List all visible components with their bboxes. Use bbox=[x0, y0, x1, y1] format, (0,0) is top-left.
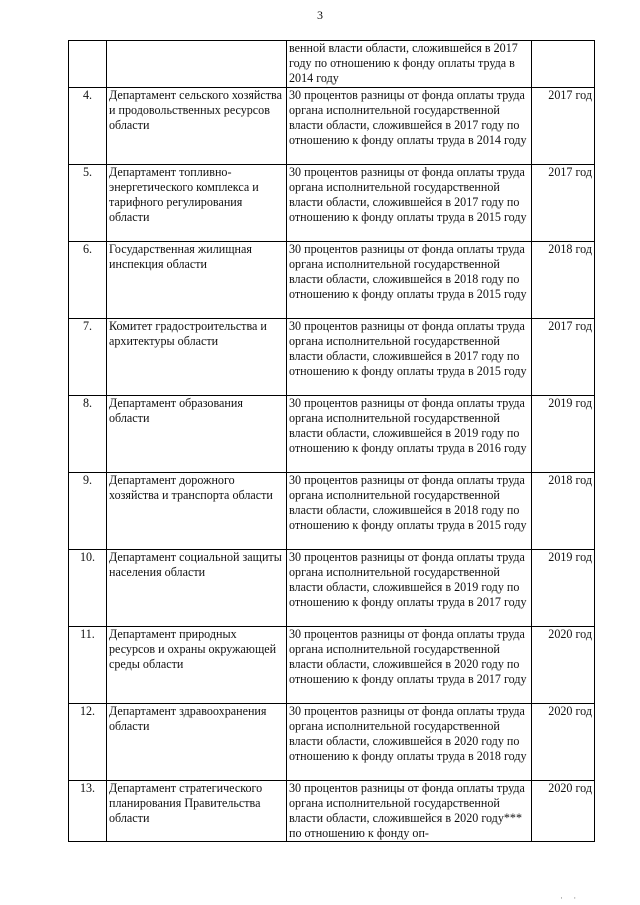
cell-year: 2019 год bbox=[532, 395, 595, 472]
cell-number: 9. bbox=[69, 472, 107, 549]
cell-number bbox=[69, 41, 107, 88]
cell-number: 12. bbox=[69, 703, 107, 780]
cell-department: Департамент социальной защиты населения области bbox=[107, 549, 287, 626]
cell-year: 2020 год bbox=[532, 703, 595, 780]
cell-year: 2018 год bbox=[532, 241, 595, 318]
cell-department: Государственная жилищная инспекция области bbox=[107, 241, 287, 318]
cell-number: 8. bbox=[69, 395, 107, 472]
cell-description: 30 процентов разницы от фонда оплаты труда органа исполнительной государственной власти области, сложившейся в 2019 году по отношению к фонду оплаты труда в 2016 году bbox=[287, 395, 532, 472]
cell-description: 30 процентов разницы от фонда оплаты труда органа исполнительной государственной власти области, сложившейся в 2017 году по отношению к фонду оплаты труда в 2015 году bbox=[287, 318, 532, 395]
cell-number: 11. bbox=[69, 626, 107, 703]
cell-department: Департамент природных ресурсов и охраны окружающей среды области bbox=[107, 626, 287, 703]
table-row bbox=[69, 164, 595, 241]
table-row bbox=[69, 626, 595, 703]
cell-department: Департамент стратегического планирования Правительства области bbox=[107, 780, 287, 842]
cell-number: 13. bbox=[69, 780, 107, 842]
cell-number: 7. bbox=[69, 318, 107, 395]
cell-year: 2018 год bbox=[532, 472, 595, 549]
cell-year: 2017 год bbox=[532, 164, 595, 241]
table-row bbox=[69, 241, 595, 318]
departments-table bbox=[68, 40, 595, 842]
cell-description: 30 процентов разницы от фонда оплаты труда органа исполнительной государственной власти области, сложившейся в 2019 году по отношению к фонду оплаты труда в 2017 году bbox=[287, 549, 532, 626]
table-row bbox=[69, 395, 595, 472]
cell-description: венной власти области, сложившейся в 2017 году по отношению к фонду оплаты труда в 2014 году bbox=[287, 41, 532, 88]
table-row bbox=[69, 87, 595, 164]
cell-year: 2019 год bbox=[532, 549, 595, 626]
cell-department bbox=[107, 41, 287, 88]
cell-number: 5. bbox=[69, 164, 107, 241]
table-row bbox=[69, 780, 595, 842]
cell-year: 2017 год bbox=[532, 318, 595, 395]
cell-description: 30 процентов разницы от фонда оплаты труда органа исполнительной государственной власти области, сложившейся в 2020 году по отношению к фонду оплаты труда в 2017 году bbox=[287, 626, 532, 703]
table-row-continuation bbox=[69, 41, 595, 88]
cell-description: 30 процентов разницы от фонда оплаты труда органа исполнительной государственной власти области, сложившейся в 2018 году по отношению к фонду оплаты труда в 2015 году bbox=[287, 472, 532, 549]
cell-description: 30 процентов разницы от фонда оплаты труда органа исполнительной государственной власти области, сложившейся в 2018 году по отношению к фонду оплаты труда в 2015 году bbox=[287, 241, 532, 318]
cell-department: Комитет градостроительства и архитектуры области bbox=[107, 318, 287, 395]
page-number: 3 bbox=[317, 8, 323, 22]
scan-specks: · · bbox=[560, 893, 581, 903]
table-row bbox=[69, 472, 595, 549]
table-row bbox=[69, 318, 595, 395]
table-row bbox=[69, 549, 595, 626]
cell-department: Департамент образования области bbox=[107, 395, 287, 472]
table-row bbox=[69, 703, 595, 780]
cell-year bbox=[532, 41, 595, 88]
cell-department: Департамент здравоохранения области bbox=[107, 703, 287, 780]
cell-year: 2020 год bbox=[532, 626, 595, 703]
cell-number: 10. bbox=[69, 549, 107, 626]
cell-number: 4. bbox=[69, 87, 107, 164]
cell-year: 2017 год bbox=[532, 87, 595, 164]
cell-description: 30 процентов разницы от фонда оплаты труда органа исполнительной государственной власти области, сложившейся в 2020 году*** по отношению к фонду оп- bbox=[287, 780, 532, 842]
cell-department: Департамент дорожного хозяйства и транспорта области bbox=[107, 472, 287, 549]
cell-description: 30 процентов разницы от фонда оплаты труда органа исполнительной государственной власти области, сложившейся в 2017 году по отношению к фонду оплаты труда в 2015 году bbox=[287, 164, 532, 241]
cell-number: 6. bbox=[69, 241, 107, 318]
cell-department: Департамент сельского хозяйства и продовольственных ресурсов области bbox=[107, 87, 287, 164]
cell-department: Департамент топливно-энергетического комплекса и тарифного регулирования области bbox=[107, 164, 287, 241]
cell-description: 30 процентов разницы от фонда оплаты труда органа исполнительной государственной власти области, сложившейся в 2017 году по отношению к фонду оплаты труда в 2014 году bbox=[287, 87, 532, 164]
cell-year: 2020 год bbox=[532, 780, 595, 842]
cell-description: 30 процентов разницы от фонда оплаты труда органа исполнительной государственной власти области, сложившейся в 2020 году по отношению к фонду оплаты труда в 2018 году bbox=[287, 703, 532, 780]
